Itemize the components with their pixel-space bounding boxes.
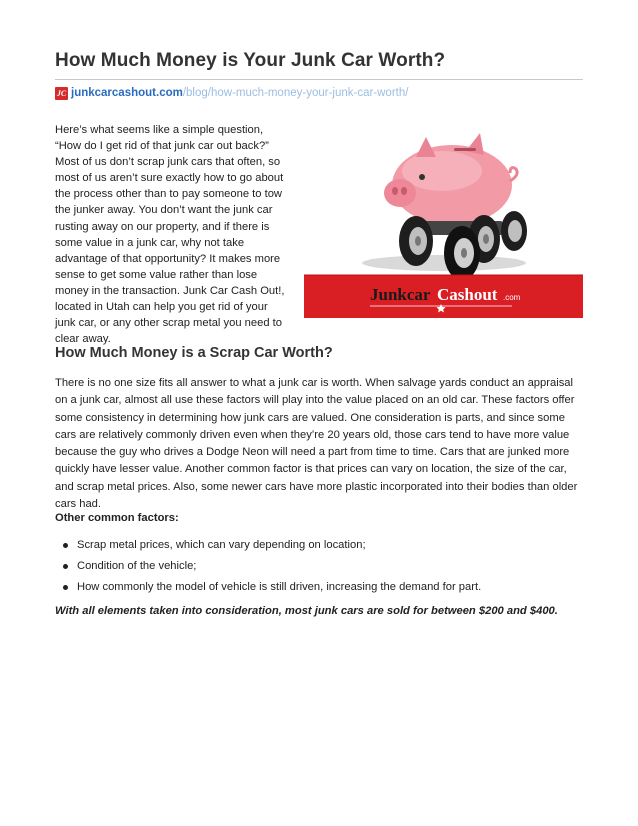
logo-text-junkcar: Junkcar — [370, 285, 431, 304]
hero-image — [304, 123, 583, 318]
title-divider — [55, 79, 583, 80]
bullet-icon — [63, 564, 68, 569]
factors-list — [55, 538, 583, 601]
source-domain-link[interactable]: junkcarcashout.com — [71, 87, 183, 99]
logo-text-tld: .com — [503, 293, 521, 302]
section-body: There is no one size fits all answer to what a junk car is worth. When salvage yards conduct an appraisal on a junk car, almost all use these factors will play into the value placed on an old car. These factors offer some consistency in determining how junk cars are valued. One consideration is parts, and since some cars are relatively commonly driven even when they’re 20 years old, those cars tend to have more value because the guy who drives a Dodge Neon will need a part from time to time. Cars that are junked more quickly have lesser value. Another common factor is that prices can vary on location, the size of the car, and scrap metal prices. Also, some newer cars have more plastic incorporated into their bodies than older cars had. — [55, 377, 578, 511]
list-item: Condition of the vehicle; — [55, 559, 583, 580]
factors-title: Other common factors: — [55, 512, 179, 524]
section-heading: How Much Money is a Scrap Car Worth? — [55, 345, 333, 361]
article-title: How Much Money is Your Junk Car Worth? — [55, 50, 446, 71]
site-favicon-icon: JC — [56, 88, 67, 98]
list-item: Scrap metal prices, which can vary depending on location; — [55, 538, 583, 559]
source-path-link[interactable]: /blog/how-much-money-your-junk-car-worth/ — [182, 87, 409, 99]
bullet-icon — [63, 543, 68, 548]
source-line — [55, 85, 408, 101]
list-item: How commonly the model of vehicle is still driven, increasing the demand for part. — [55, 580, 583, 601]
logo-text-cashout: Cashout — [437, 285, 498, 304]
conclusion: With all elements taken into consideration, most junk cars are sold for between $200 and $400. — [55, 605, 558, 617]
bullet-icon — [63, 585, 68, 590]
intro-paragraph: Here’s what seems like a simple question, “How do I get rid of that junk car out back?” Most of us don’t scrap junk cars that often, so most of us aren’t sure exactly how to go about the process other than to pay someone to tow the junker away. You don’t want the junk car rusting away on our property, and if there is some value in a junk car, why not take advantage of that opportunity? It makes more sense to get some value rather than lose money in the transaction. Junk Car Cash Out!, located in Utah can help you get rid of your junk car, or any other scrap metal you need to clear away. — [55, 124, 285, 346]
